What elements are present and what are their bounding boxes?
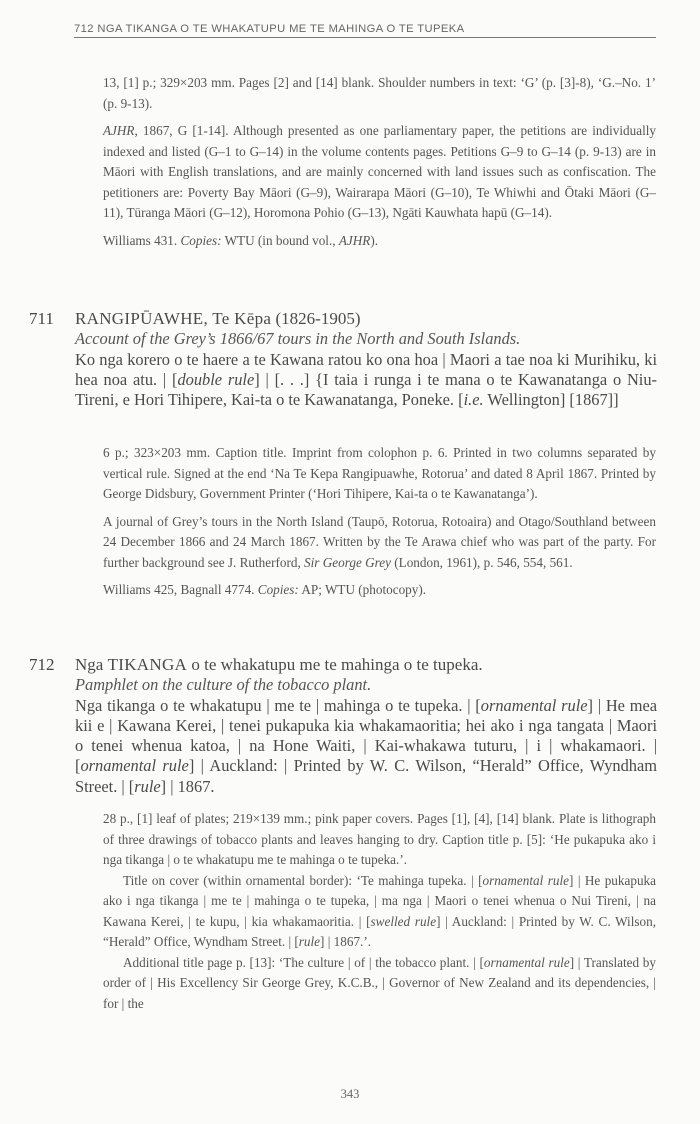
entry-711-heading — [75, 309, 657, 410]
contents-note-text: (London, 1961), p. 546, 554, 561. — [390, 554, 573, 570]
transcription-text: ] | He mea kii e | Kawana Kerei, | tenei pukapuka kia whakamaoritia; hei ako i nga tangata | Maori o tenei whenua katoa, | na Hone Waiti, | Kai-whakawa tuturu, | i | whakamaori. | [ — [75, 695, 658, 776]
cover-title-note — [103, 871, 656, 953]
additional-title-note — [103, 953, 656, 1015]
editorial-note: ornamental rule — [80, 756, 189, 776]
editorial-note: ornamental rule — [482, 872, 569, 888]
transcription-text: Nga tikanga o te whakatupu | me te | mahinga o te tupeka. | [ — [75, 695, 481, 715]
journal-ref: AJHR — [103, 123, 135, 138]
title-transcription — [75, 350, 657, 411]
collation-note: 6 p.; 323×203 mm. Caption title. Imprint from colophon p. 6. Printed in two columns separated by vertical rule. Signed at the end ‘Na Te Kepa Rangipuawhe, Rotorua’ and dated 8 April 1867. Printed by George Didsbury, Government Printer (‘Hori Tihipere, Kai-ta o te Kawanatanga’). — [103, 445, 656, 501]
copies-text-end: ). — [370, 232, 379, 248]
english-title: Pamphlet on the culture of the tobacco plant. — [75, 675, 372, 695]
collation-note: 28 p., [1] leaf of plates; 219×139 mm.; pink paper covers. Pages [1], [4], [14] blank. Plate is lithograph of three drawings of tobacco plants and leaves hanging to dry. Caption title p. [5]: ‘He pukapuka ako i nga tikanga | o te whakatupu me te mahinga o te tupeka.’. — [103, 811, 656, 867]
entry-title — [75, 309, 657, 329]
editorial-note: rule — [298, 934, 321, 949]
transcription-text: ] | 1867. — [160, 776, 215, 796]
contents-note — [103, 121, 656, 224]
editorial-note: ornamental rule — [480, 695, 588, 715]
copies-label: Copies: — [257, 582, 299, 597]
title-text: o te whakatupu me te mahinga o te tupeka. — [187, 655, 483, 674]
transcription-text: ] | [. . .] {I taia i runga i te mana o te Kawanatanga o Niu-Tireni, e Hori Tihipere, Kai-ta o te Kawanatanga, Poneke. [ — [75, 369, 657, 410]
page-number: 343 — [340, 1087, 360, 1101]
transcription-text: ] | Auckland: | Printed by W. C. Wilson, “Herald” Office, Wyndham Street. | [ — [75, 756, 657, 796]
editorial-note: double rule — [177, 369, 255, 389]
editorial-note: i.e. — [463, 390, 484, 410]
english-title: Account of the Grey’s 1866/67 tours in the North and South Islands. — [75, 329, 521, 349]
contents-note-text: A journal of Grey’s tours in the North Island (Taupō, Rotorua, Rotoaira) and Otago/Southland between 24 December 1866 and 24 March 1867. Written by the Te Arawa chief who was part of the party. For further background see J. Rutherford, — [103, 513, 656, 570]
entry-710-continuation — [103, 73, 656, 251]
note-text: ] | He pukapuka ako i nga tikanga | me te | mahinga o te tupeka, | ma nga | Maori o tenei whenua o Nui Tireni, | na Kawana Kerei, | te kupu, | kia whakamaoritia. | [ — [103, 872, 656, 929]
entry-711-notes — [103, 443, 656, 601]
copies-text: WTU (in bound vol., — [221, 232, 339, 248]
book-title: Sir George Grey — [304, 554, 391, 570]
collation-note: 13, [1] p.; 329×203 mm. Pages [2] and [14] blank. Shoulder numbers in text: ‘G’ (p. [3]-8), ‘G.–No. 1’ (p. 9-13). — [103, 75, 656, 111]
references-note — [103, 580, 656, 601]
note-text: ] | 1867.’. — [320, 934, 372, 949]
transcription-text: Wellington] [1867]] — [483, 390, 619, 410]
note-text: Additional title page p. [13]: ‘The culture | of | the tobacco plant. | [ — [123, 954, 484, 970]
note-text: ] | Auckland: | Printed by W. C. Wilson, “Herald” Office, Wyndham Street. | [ — [103, 913, 656, 949]
references-text: Williams 425, Bagnall 4774. — [103, 582, 258, 597]
editorial-note: ornamental rule — [483, 954, 570, 970]
copies-text: AP; WTU (photocopy). — [298, 582, 427, 597]
author-dates: (1826-1905) — [275, 309, 361, 328]
running-head: 712 NGA TIKANGA O TE WHAKATUPU ME TE MAHINGA O TE TUPEKA — [74, 23, 656, 38]
note-text: Title on cover (within ornamental border): ‘Te mahinga tupeka. | [ — [123, 872, 483, 888]
entry-title — [75, 655, 657, 675]
contents-note-text: , 1867, G [1-14]. Although presented as one parliamentary paper, the petitions are individually indexed and listed (G–1 to G–14) in the volume contents pages. Petitions G–9 to G–14 (p. 9-13) are in Māori with English translations, and are mainly concerned with land issues such as confiscation. The petitioners are: Poverty Bay Māori (G–9), Wairarapa Māori (G–10), Te Whiwhi and Ōtaki Māori (G–11), Tūranga Māori (G–12), Horomona Pohio (G–13), Ngāti Kauwhata hapū (G–14). — [103, 123, 656, 220]
title-text: Nga — [75, 655, 108, 674]
copies-label: Copies: — [180, 232, 222, 248]
journal-ref: AJHR — [338, 232, 371, 248]
transcription-text: Ko nga korero o te haere a te Kawana ratou ko ona hoa | Maori a tae noa ki Murihiku, ki hea noa atu. | [ — [75, 349, 657, 389]
references-note — [103, 231, 656, 252]
title-keyword: TIKANGA — [107, 655, 188, 674]
entry-number: 712 — [29, 655, 55, 674]
editorial-note: rule — [134, 776, 161, 796]
title-transcription — [75, 696, 657, 797]
editorial-note: swelled rule — [370, 913, 437, 929]
author-name: RANGIPŪAWHE, Te Kēpa — [75, 309, 272, 328]
contents-note — [103, 512, 656, 574]
entry-712-heading — [75, 655, 657, 797]
entry-712-notes — [103, 809, 656, 1014]
references-text: Williams 431. — [103, 232, 181, 248]
note-text: ] | Translated by order of | His Excellency Sir George Grey, K.C.B., | Governor of New Zealand and its dependencies, | for | the — [103, 954, 656, 1011]
entry-number: 711 — [29, 309, 54, 328]
